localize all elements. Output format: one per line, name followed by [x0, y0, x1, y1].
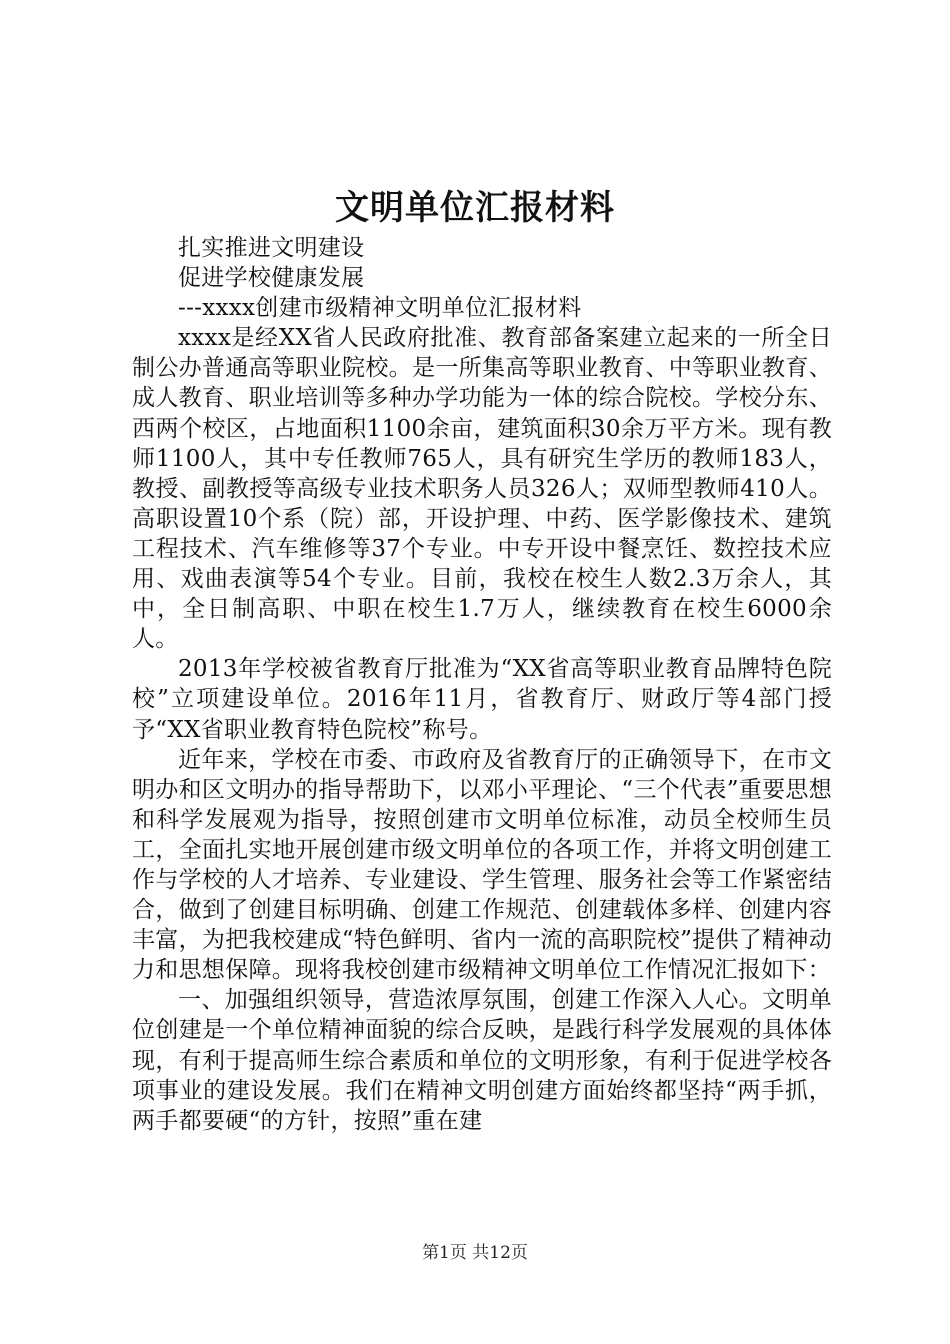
page-number-label: 第1页 共12页: [422, 1243, 528, 1263]
paragraph-section-one: 一、加强组织领导，营造浓厚氛围，创建工作深入人心。文明单位创建是一个单位精神面貌的综合反映，是践行科学发展观的具体体现，有利于提高师生综合素质和单位的文明形象，有利于促进学校各项事业的建设发展。我们在精神文明创建方面始终都坚持“两手抓，两手都要硬“的方针，按照”重在建: [132, 987, 832, 1134]
document-body: [132, 233, 832, 1136]
subtitle-line-3: ---xxxx创建市级精神文明单位汇报材料: [178, 295, 582, 322]
subtitle-line-1: 扎实推进文明建设: [178, 235, 365, 261]
paragraph-recent-years: 近年来，学校在市委、市政府及省教育厅的正确领导下，在市文明办和区文明办的指导帮助下，以邓小平理论、“三个代表”重要思想和科学发展观为指导，按照创建市文明单位标准，动员全校师生员工，全面扎实地开展创建市级文明单位的各项工作，并将文明创建工作与学校的人才培养、专业建设、学生管理、服务社会等工作紧密结合，做到了创建目标明确、创建工作规范、创建载体多样、创建内容丰富，为把我校建成“特色鲜明、省内一流的高职院校”提供了精神动力和思想保障。现将我校创建市级精神文明单位工作情况汇报如下：: [132, 746, 832, 984]
paragraph-2013: 2013年学校被省教育厅批准为“XX省高等职业教育品牌特色院校”立项建设单位。2016年11月，省教育厅、财政厅等4部门授予“XX省职业教育特色院校”称号。: [132, 656, 832, 743]
document-title: 文明单位汇报材料: [335, 188, 615, 228]
paragraph-intro: xxxx是经XX省人民政府批准、教育部备案建立起来的一所全日制公办普通高等职业院校。是一所集高等职业教育、中等职业教育、成人教育、职业培训等多种办学功能为一体的综合院校。学校分东、西两个校区，占地面积1100余亩，建筑面积30余万平方米。现有教师1100人，其中专任教师765人，具有研究生学历的教师183人，教授、副教授等高级专业技术职务人员326人；双师型教师410人。高职设置10个系（院）部，开设护理、中药、医学影像技术、建筑工程技术、汽车维修等37个专业。中专开设中餐烹饪、数控技术应用、戏曲表演等54个专业。目前，我校在校生人数2.3万余人，其中，全日制高职、中职在校生1.7万人，继续教育在校生6000余人。: [132, 325, 832, 653]
page-footer: [0, 1240, 950, 1266]
subtitle-line-2: 促进学校健康发展: [178, 265, 365, 292]
